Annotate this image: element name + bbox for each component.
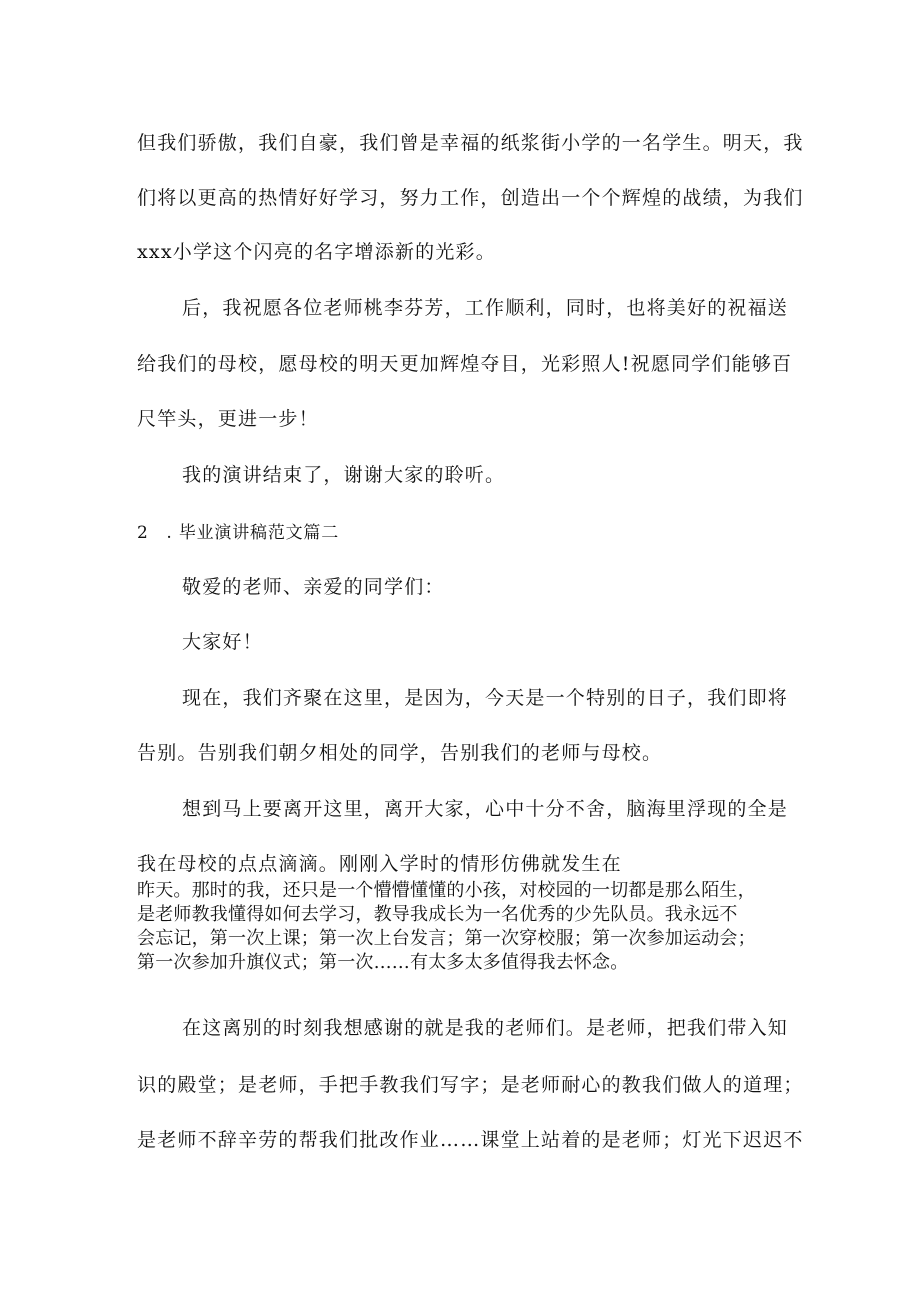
salutation: 敬爱的老师、亲爱的同学们： [182, 576, 445, 598]
text-line: 告别。告别我们朝夕相处的同学，告别我们的老师与母校。 [137, 742, 663, 764]
text-line: 是老师不辞辛劳的帮我们批改作业……课堂上站着的是老师；灯光下迟迟不 [137, 1129, 804, 1151]
text-line: 识的殿堂；是老师，手把手教我们写字；是老师耐心的教我们做人的道理； [137, 1074, 804, 1096]
text-line: 是老师教我懂得如何去学习，教导我成长为一名优秀的少先队员。我永远不 [137, 904, 738, 925]
text-line: xxx小学这个闪亮的名字增添新的光彩。 [137, 241, 496, 263]
greeting: 大家好！ [182, 631, 263, 653]
text-line: 后，我祝愿各位老师桃李芬芳，工作顺利，同时，也将美好的祝福送 [182, 297, 789, 319]
text-line: 我在母校的点点滴滴。刚刚入学时的情形仿佛就发生在 [137, 853, 622, 875]
text-line: 我的演讲结束了，谢谢大家的聆听。 [182, 464, 506, 486]
text-line: 想到马上要离开这里，离开大家，心中十分不舍，脑海里浮现的全是 [182, 798, 789, 820]
section-heading: 2 . 毕业演讲稿范文篇二 [137, 523, 340, 543]
text-line: 在这离别的时刻我想感谢的就是我的老师们。是老师，把我们带入知 [182, 1017, 789, 1039]
text-line: 昨天。那时的我，还只是一个懵懵懂懂的小孩，对校园的一切都是那么陌生， [137, 880, 756, 901]
text-line: 给我们的母校，愿母校的明天更加辉煌夺目，光彩照人!祝愿同学们能够百 [137, 353, 793, 375]
text-line: 尺竿头，更进一步！ [137, 408, 319, 430]
text-line: 会忘记，第一次上课；第一次上台发言；第一次穿校服；第一次参加运动会； [137, 928, 756, 949]
text-line: 但我们骄傲，我们自豪，我们曾是幸福的纸浆街小学的一名学生。明天，我 [137, 132, 804, 154]
text-line: 们将以更高的热情好好学习，努力工作，创造出一个个辉煌的战绩，为我们 [137, 187, 804, 209]
text-line: 现在，我们齐聚在这里，是因为，今天是一个特别的日子，我们即将 [182, 687, 789, 709]
text-line: 第一次参加升旗仪式；第一次……有太多太多值得我去怀念。 [137, 952, 629, 973]
